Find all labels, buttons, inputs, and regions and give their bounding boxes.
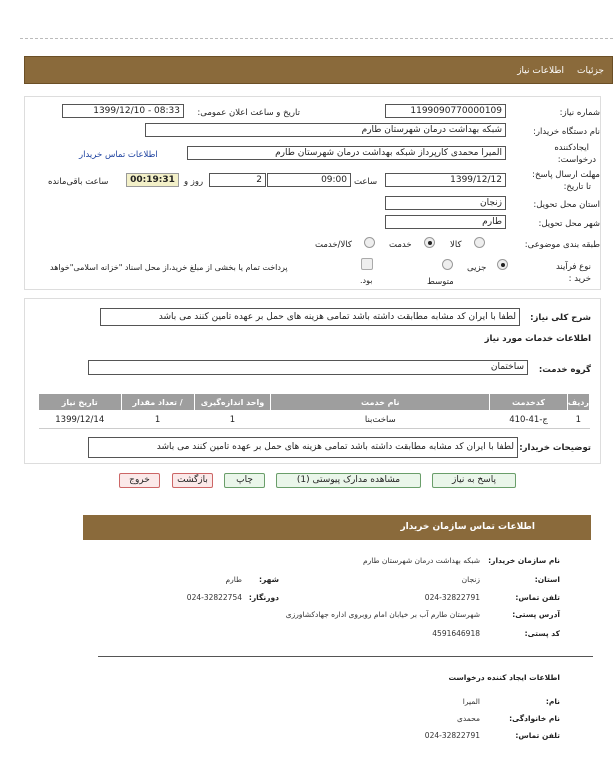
service-group-label: گروه خدمت: [538,365,591,375]
service-group-field: ساختمان [88,360,528,375]
print-button[interactable]: چاپ [224,473,265,488]
postal-value: 4591646918 [432,629,480,638]
contact-city-value: طارم [225,575,242,584]
page-header-bar [24,56,613,84]
radio-process-medium[interactable] [442,259,453,270]
radio-process-minor-label: جزیی [467,263,487,273]
table-header-row [39,394,590,411]
process-label-line2: خرید : [568,274,591,284]
buyer-org-label: نام دستگاه خریدار: [533,127,600,137]
reply-button[interactable]: پاسخ به نیاز [432,473,516,488]
postal-label: کد پستی: [524,629,560,638]
radio-process-minor[interactable] [497,259,508,270]
days-field: 2 [209,173,266,187]
remaining-time-badge: 00:19:31 [126,173,179,187]
address-label: آدرس پستی: [512,610,560,619]
org-name-label: نام سازمان خریدار: [488,556,560,565]
city-label: شهر محل تحویل: [538,219,600,229]
treasury-note-line2: بود. [360,276,373,285]
announce-field: 1399/12/10 - 08:33 [62,104,184,118]
radio-service-label: خدمت [389,240,412,250]
radio-goods-service-label: کالا/خدمت [315,240,352,250]
back-button[interactable]: بازگشت [172,473,213,488]
general-desc-field: لطفا با ایران کد مشابه مطابقت داشته باشد تمامی هزینه های حمل بر عهده تامین کنند می باشد [100,308,520,326]
category-label: طبقه بندی موضوعی: [524,240,600,250]
contact-divider [98,656,593,657]
radio-goods[interactable] [474,237,485,248]
services-table [38,393,590,429]
cell-quantity: 1 [121,411,194,429]
radio-goods-label: کالا [450,240,462,250]
deadline-label-line2: تا تاریخ: [563,182,591,192]
tab-details[interactable]: جزئیات [577,66,604,76]
col-quantity: / تعداد مقدار [121,394,194,411]
need-number-field: 1199090770000109 [385,104,506,118]
col-unit: واحد اندازه‌گیری [194,394,270,411]
address-value: شهرستان طارم آب بر خیابان امام روبروی اداره جهادکشاورزی [285,610,480,619]
buyer-notes-label: توضیحات خریدار: [519,443,591,453]
table-row[interactable] [39,411,590,429]
cell-need-date: 1399/12/14 [39,411,122,429]
tab-need-info[interactable]: اطلاعات نیاز [517,66,564,76]
buyer-notes-field: لطفا با ایران کد مشابه مطابقت داشته باشد تمامی هزینه های حمل بر عهده تامین کنند می باشد [88,437,518,458]
last-name-label: نام خانوادگی: [509,714,560,723]
contact-phone-label: تلفن تماس: [515,593,560,602]
col-service-code: کدخدمت [490,394,567,411]
creator-field: المیرا محمدی کارپرداز شبکه بهداشت درمان شهرستان طارم [187,146,506,160]
contact-city-label: شهر: [259,575,279,584]
first-name-value: المیرا [462,697,480,706]
buyer-org-field: شبکه بهداشت درمان شهرستان طارم [145,123,506,137]
creator-info-title: اطلاعات ایجاد کننده درخواست [448,673,560,682]
province-field: زنجان [385,196,506,210]
cell-service-code: ج-41-410 [490,411,567,429]
creator-label-line1: ایجادکننده [554,143,589,153]
days-label: روز و [184,177,204,187]
contact-fax-value: 024-32822754 [186,593,242,602]
creator-phone-value: 024-32822791 [424,731,480,740]
services-section-title: اطلاعات خدمات مورد نیاز [484,334,591,344]
radio-process-medium-label: متوسط [427,277,454,287]
col-need-date: تاریخ نیاز [39,394,122,411]
first-name-label: نام: [545,697,560,706]
radio-goods-service[interactable] [364,237,375,248]
need-number-label: شماره نیاز: [559,108,600,118]
cell-service-name: ساخت‌بنا [271,411,490,429]
cell-row: 1 [567,411,589,429]
contact-fax-label: دورنگار: [248,593,279,602]
col-service-name: نام خدمت [271,394,490,411]
creator-phone-label: تلفن تماس: [515,731,560,740]
top-divider [20,38,613,39]
org-name-value: شبکه بهداشت درمان شهرستان طارم [363,556,480,565]
radio-service[interactable] [424,237,435,248]
contact-province-value: زنجان [461,575,480,584]
exit-button[interactable]: خروج [119,473,160,488]
buyer-contact-link[interactable]: اطلاعات تماس خریدار [79,150,158,160]
treasury-payment-checkbox[interactable] [361,258,373,270]
attachments-button[interactable]: مشاهده مدارک پیوستی (1) [276,473,421,488]
contact-phone-value: 024-32822791 [424,593,480,602]
cell-unit: 1 [194,411,270,429]
announce-label: تاریخ و ساعت اعلان عمومی: [197,108,300,118]
buyer-contact-header [83,515,591,540]
deadline-time-label: ساعت [354,177,378,187]
city-field: طارم [385,215,506,229]
creator-label-line2: درخواست: [557,155,596,165]
buyer-contact-title: اطلاعات تماس سازمان خریدار [400,522,535,532]
contact-province-label: استان: [534,575,560,584]
deadline-label-line1: مهلت ارسال پاسخ: [532,170,600,180]
deadline-time-field: 09:00 [267,173,351,187]
last-name-value: محمدی [456,714,480,723]
deadline-date-field: 1399/12/12 [385,173,506,187]
treasury-note-line1: پرداخت تمام یا بخشی از مبلغ خرید،از محل اسناد "خزانه اسلامی"خواهد [50,263,288,272]
province-label: استان محل تحویل: [533,200,600,210]
remaining-label: ساعت باقی‌مانده [48,177,109,187]
process-label-line1: نوع فرآیند [555,262,591,272]
general-desc-label: شرح کلی نیاز: [530,313,591,323]
col-row: ردیف [567,394,589,411]
